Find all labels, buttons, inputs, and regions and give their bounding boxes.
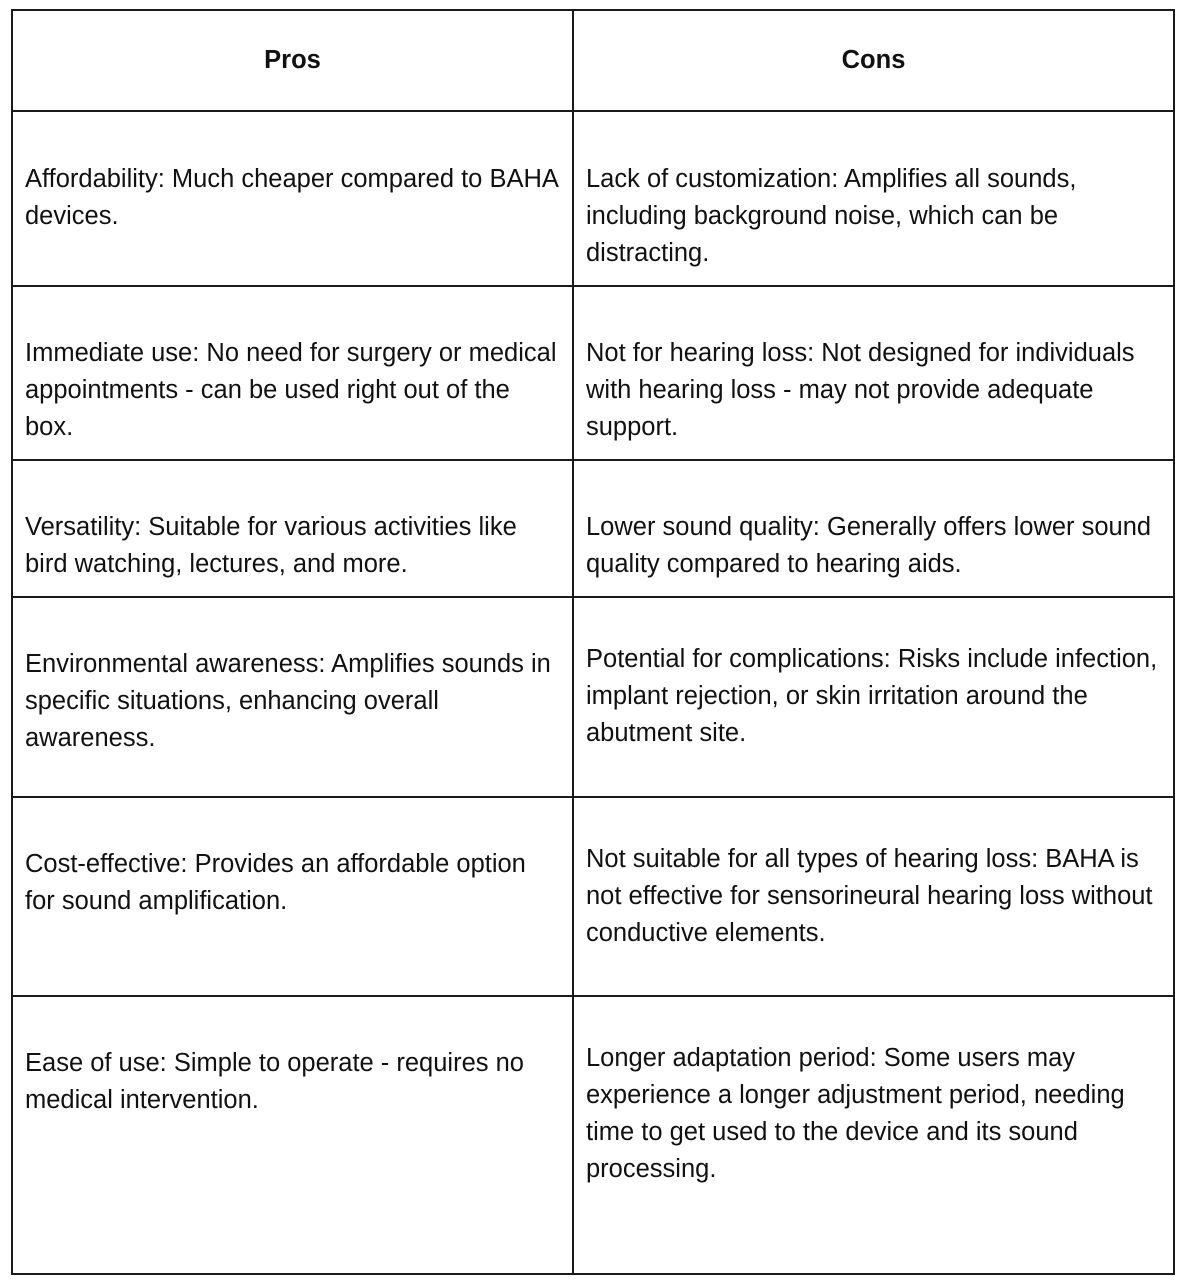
con-cell: Lack of customization: Amplifies all sounds, including background noise, which can be distracting. bbox=[573, 111, 1174, 286]
table-row bbox=[12, 996, 1174, 1274]
con-cell: Not for hearing loss: Not designed for individuals with hearing loss - may not provide adequate support. bbox=[573, 286, 1174, 460]
header-row bbox=[12, 10, 1174, 111]
con-cell: Not suitable for all types of hearing loss: BAHA is not effective for sensorineural hearing loss without conductive elements. bbox=[573, 797, 1174, 996]
table-row bbox=[12, 111, 1174, 286]
con-cell: Longer adaptation period: Some users may experience a longer adjustment period, needing time to get used to the device and its sound processing. bbox=[573, 996, 1174, 1274]
table-row bbox=[12, 597, 1174, 797]
pro-cell: Cost-effective: Provides an affordable option for sound amplification. bbox=[12, 797, 573, 996]
pro-cell: Versatility: Suitable for various activities like bird watching, lectures, and more. bbox=[12, 460, 573, 597]
cons-header: Cons bbox=[573, 10, 1174, 111]
pros-header: Pros bbox=[12, 10, 573, 111]
pro-cell: Affordability: Much cheaper compared to BAHA devices. bbox=[12, 111, 573, 286]
pro-cell: Immediate use: No need for surgery or medical appointments - can be used right out of the box. bbox=[12, 286, 573, 460]
con-cell: Potential for complications: Risks include infection, implant rejection, or skin irritation around the abutment site. bbox=[573, 597, 1174, 797]
table-row bbox=[12, 286, 1174, 460]
pros-cons-table-container bbox=[11, 9, 1173, 1275]
table-row bbox=[12, 797, 1174, 996]
pros-cons-table bbox=[11, 9, 1175, 1275]
table-row bbox=[12, 460, 1174, 597]
pro-cell: Ease of use: Simple to operate - requires no medical intervention. bbox=[12, 996, 573, 1274]
pro-cell: Environmental awareness: Amplifies sounds in specific situations, enhancing overall awareness. bbox=[12, 597, 573, 797]
con-cell: Lower sound quality: Generally offers lower sound quality compared to hearing aids. bbox=[573, 460, 1174, 597]
